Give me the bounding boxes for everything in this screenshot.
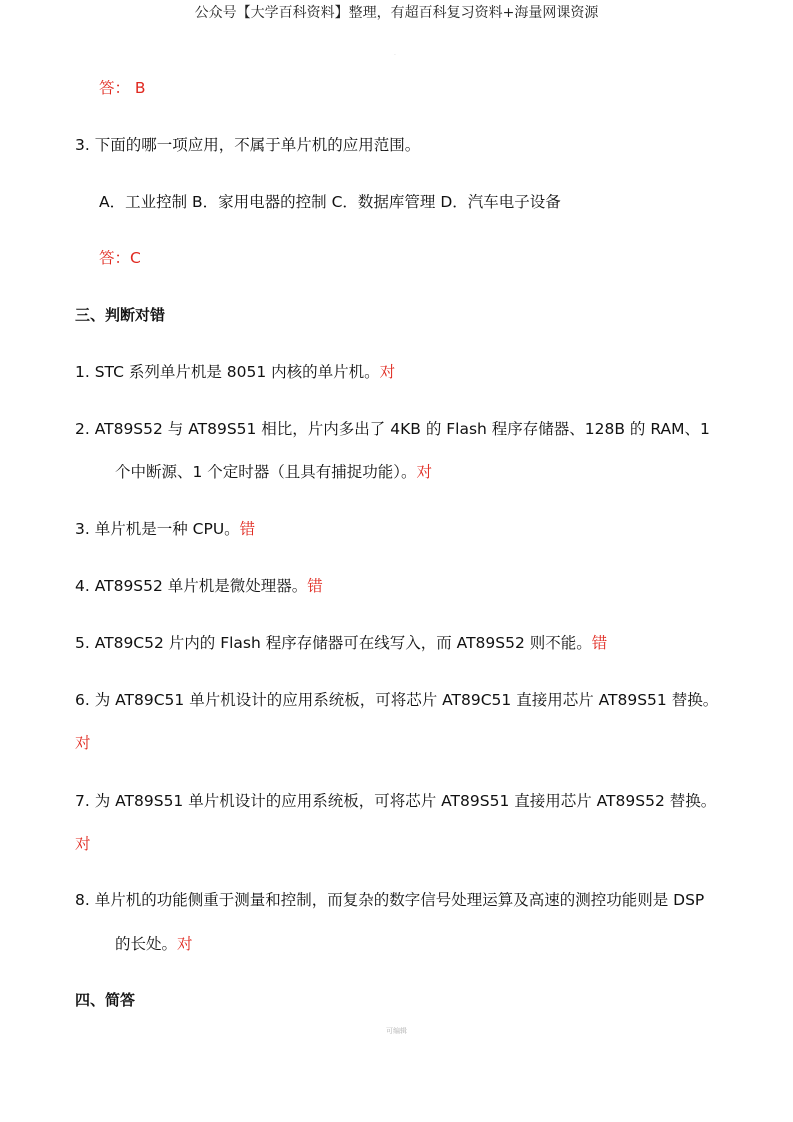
tf-item-2-text: 个中断源、1 个定时器（且具有捕捉功能）。 [115,463,417,481]
tf-item-7-text: 7. 为 AT89S51 单片机设计的应用系统板，可将芯片 AT89S51 直接用芯片 AT89S52 替换。 [75,792,717,810]
tf-item-6-mark: 对 [75,734,91,752]
tf-item-7-mark: 对 [75,835,91,853]
page-header: 公众号【大学百科资料】整理，有超百科复习资料+海量网课资源 [194,5,599,21]
tf-item-1-text: 1. STC 系列单片机是 8051 内核的单片机。 [75,363,380,381]
section-4-title: 四、简答 [75,991,136,1009]
tf-item-2-line1: 2. AT89S52 与 AT89S51 相比，片内多出了 4KB 的 Flash 程序存储器、128B 的 RAM、1 [75,420,710,438]
tf-item-4-text: 4. AT89S52 单片机是微处理器。 [75,577,308,595]
tf-item-1-mark: 对 [379,363,396,381]
section-3-title: 三、判断对错 [75,306,166,324]
tf-item-2-mark: 对 [416,463,433,481]
tf-item-4 [75,574,323,596]
q3-answer: 答：C [99,249,141,267]
page-footer: 可编辑 [386,1027,407,1035]
tf-item-8-mark: 对 [177,935,193,953]
tf-item-3-text: 3. 单片机是一种 CPU。 [75,520,240,538]
tf-item-5 [75,631,607,653]
tf-item-8-line1: 8. 单片机的功能侧重于测量和控制，而复杂的数字信号处理运算及高速的测控功能则是 DSP [75,891,705,909]
tf-item-6-text: 6. 为 AT89C51 单片机设计的应用系统板，可将芯片 AT89C51 直接用芯片 AT89S51 替换。 [75,691,719,709]
tf-item-3-mark: 错 [239,520,256,538]
tf-item-3 [75,517,255,539]
tf-item-2-line2 [115,460,432,482]
tf-item-1 [75,360,395,382]
tf-item-8-text: 的长处。 [115,935,178,953]
tf-item-5-mark: 错 [591,634,608,652]
header-dot: · [394,52,396,59]
q3-options: A．工业控制 B．家用电器的控制 C．数据库管理 D．汽车电子设备 [99,193,561,211]
q3-question: 3. 下面的哪一项应用，不属于单片机的应用范围。 [75,136,421,154]
tf-item-8-line2 [115,932,193,954]
q2-answer: 答： B [99,79,146,97]
tf-item-4-mark: 错 [307,577,323,595]
tf-item-5-text: 5. AT89C52 片内的 Flash 程序存储器可在线写入，而 AT89S52 则不能。 [75,634,592,652]
